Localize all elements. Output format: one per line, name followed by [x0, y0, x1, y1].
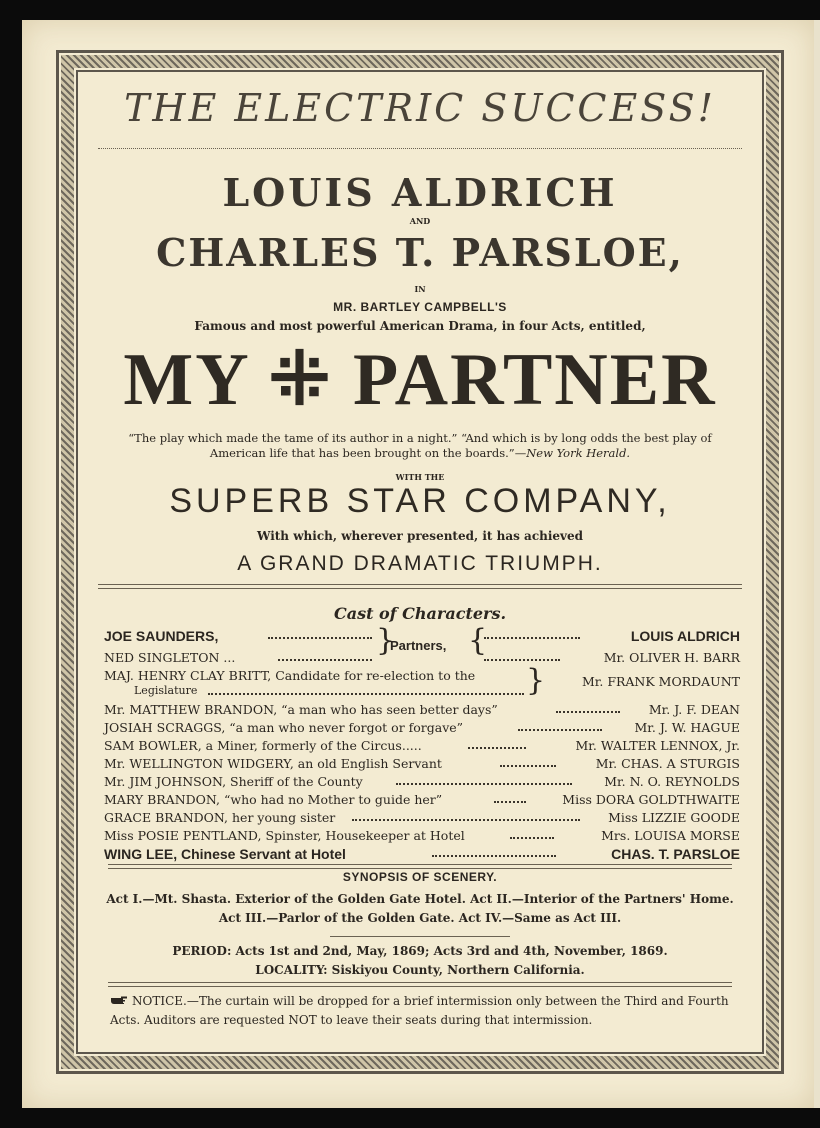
double-divider: [108, 864, 732, 869]
in-word: IN: [414, 284, 426, 294]
cast-role: JOE SAUNDERS,: [104, 628, 219, 644]
double-divider: [108, 982, 732, 987]
locality-line: LOCALITY: Siskiyou County, Northern California.: [255, 963, 585, 977]
notice-text: NOTICE.—The curtain will be dropped for a brief intermission only between the Third and Fourth Acts. Auditors are requested NOT to leave their seats during that intermission.: [110, 994, 729, 1027]
dot-leader: [278, 659, 372, 661]
triumph-line: A GRAND DRAMATIC TRIUMPH.: [237, 552, 603, 575]
period-line: PERIOD: Acts 1st and 2nd, May, 1869; Acts 3rd and 4th, November, 1869.: [172, 944, 668, 958]
left-brace: }: [376, 623, 396, 658]
cast-row: [104, 792, 740, 810]
star-name-2: CHARLES T. PARSLOE,: [156, 230, 684, 275]
dot-leader: [556, 711, 620, 713]
dot-leader: [468, 747, 526, 749]
dot-leader: [396, 783, 572, 785]
period-block: [80, 942, 760, 980]
cast-actor: Mr. CHAS. A STURGIS: [595, 756, 740, 771]
cast-actor: Mr. J. W. HAGUE: [634, 720, 740, 735]
paper-edge: [814, 20, 820, 1108]
star-name-1: LOUIS ALDRICH: [222, 170, 618, 215]
dot-leader: [352, 819, 580, 821]
and-word: AND: [409, 216, 431, 226]
company-line: SUPERB STAR COMPANY,: [169, 482, 671, 520]
cast-actor: Miss DORA GOLDTHWAITE: [562, 792, 740, 807]
quote-text: “The play which made the tame of its author in a night.” “And which is by long odds the best play of American life that has been brought on the boards.”—: [128, 431, 712, 460]
cast-row: [104, 846, 740, 864]
pointing-hand-icon: [110, 992, 128, 1002]
cast-role: Mr. WELLINGTON WIDGERY, an old English Servant: [104, 756, 442, 771]
dot-leader: [510, 837, 554, 839]
cast-actor: Mr. OLIVER H. BARR: [603, 650, 740, 665]
short-divider: [330, 936, 510, 937]
dot-leader: [432, 855, 556, 857]
cast-row: [104, 810, 740, 828]
cast-row: [104, 702, 740, 720]
cast-role: Mr. JIM JOHNSON, Sheriff of the County: [104, 774, 363, 789]
cast-actor: Miss LIZZIE GOODE: [608, 810, 740, 825]
cast-row: [104, 756, 740, 774]
synopsis-heading: SYNOPSIS OF SCENERY.: [342, 870, 498, 884]
author-line: MR. BARTLEY CAMPBELL'S: [333, 300, 507, 314]
cast-role: SAM BOWLER, a Miner, formerly of the Circus.....: [104, 738, 422, 753]
notice-block: [80, 992, 760, 1030]
divider: [98, 148, 742, 149]
cast-actor: Mr. N. O. REYNOLDS: [604, 774, 740, 789]
review-quote: [80, 431, 760, 461]
dot-leader: [484, 637, 580, 639]
cast-row: [104, 774, 740, 792]
cast-role: JOSIAH SCRAGGS, “a man who never forgot or forgave”: [104, 720, 464, 735]
play-title: MY ⁜ PARTNER: [123, 339, 717, 421]
cast-role: Miss POSIE PENTLAND, Spinster, Housekeeper at Hotel: [104, 828, 465, 843]
with-the: WITH THE: [395, 472, 445, 482]
cast-actor: Mr. FRANK MORDAUNT: [581, 674, 740, 689]
right-brace: {: [468, 623, 488, 658]
cast-row: [104, 828, 740, 846]
cast-role: NED SINGLETON ...: [104, 650, 236, 665]
headline: THE ELECTRIC SUCCESS!: [124, 86, 716, 130]
cast-row: [104, 738, 740, 756]
cast-role: WING LEE, Chinese Servant at Hotel: [104, 846, 346, 862]
synopsis-text: Act I.—Mt. Shasta. Exterior of the Golden Gate Hotel. Act II.—Interior of the Partners' Home. Act III.—Parlor of the Golden Gate. Act IV.—Same as Act III.: [106, 892, 734, 925]
cast-role: MAJ. HENRY CLAY BRITT, Candidate for re-election to the: [104, 668, 476, 683]
cast-actor: Mr. WALTER LENNOX, Jr.: [575, 738, 740, 753]
cast-row: [104, 720, 740, 738]
cast-actor: Mr. J. F. DEAN: [648, 702, 740, 717]
dot-leader: [500, 765, 556, 767]
cast-actor: CHAS. T. PARSLOE: [611, 846, 740, 862]
double-divider: [98, 584, 742, 589]
cast-role-cont: Legislature: [134, 684, 198, 697]
cast-role: MARY BRANDON, “who had no Mother to guide her”: [104, 792, 443, 807]
cast-heading: Cast of Characters.: [333, 604, 507, 623]
quote-source: New York Herald.: [526, 446, 631, 460]
cast-row: [104, 663, 740, 700]
description-line: Famous and most powerful American Drama, in four Acts, entitled,: [194, 319, 646, 333]
achieved-line: With which, wherever presented, it has achieved: [256, 529, 584, 543]
dot-leader: [484, 659, 560, 661]
cast-role: GRACE BRANDON, her young sister: [104, 810, 336, 825]
dot-leader: [268, 637, 372, 639]
cast-row: [104, 650, 740, 668]
cast-actor: Mrs. LOUISA MORSE: [601, 828, 740, 843]
right-brace: }: [526, 663, 546, 698]
dot-leader: [208, 693, 524, 695]
dot-leader: [518, 729, 602, 731]
playbill-content: [80, 72, 760, 1052]
partners-label: Partners,: [390, 638, 447, 653]
dot-leader: [494, 801, 526, 803]
cast-role: Mr. MATTHEW BRANDON, “a man who has seen better days”: [104, 702, 498, 717]
cast-actor: LOUIS ALDRICH: [630, 628, 740, 644]
